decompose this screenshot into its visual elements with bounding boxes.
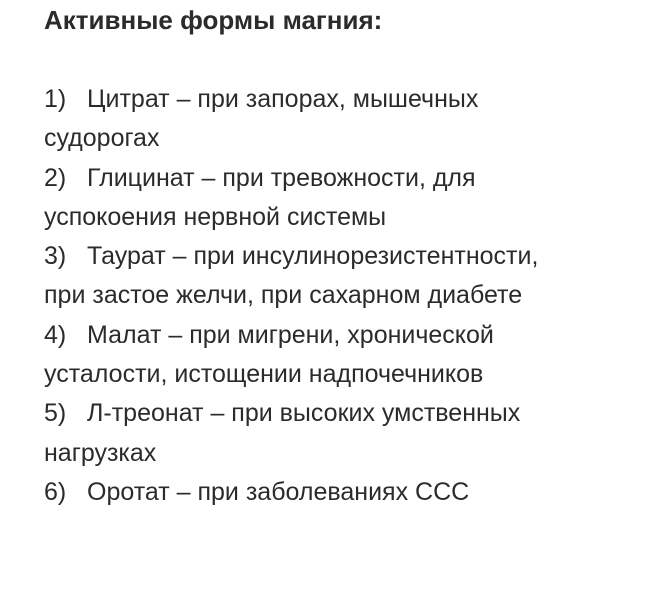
list-item-text: Таурат – при инсулинорезистентности, — [87, 242, 539, 271]
list-item-line: судорогах — [44, 124, 160, 153]
list-item-line — [44, 80, 644, 119]
list-item-line: успокоения нервной системы — [44, 202, 387, 231]
list-item-text: Глицинат – при тревожности, для — [87, 163, 476, 192]
list-item-number: 5) — [44, 399, 67, 428]
list-item-text: Оротат – при заболеваниях ССС — [87, 477, 470, 506]
list-item-line — [44, 237, 644, 276]
list-item-line — [44, 316, 644, 355]
list-item — [44, 316, 644, 395]
list-item-text: Цитрат – при запорах, мышечных — [87, 85, 479, 113]
list-item — [44, 80, 644, 159]
list-item-number: 1) — [44, 85, 67, 113]
list-item-line — [44, 159, 644, 198]
list-item-line: усталости, истощении надпочечников — [44, 360, 484, 389]
list-item-number: 6) — [44, 477, 67, 506]
list-item-number: 2) — [44, 163, 67, 192]
list-item-line — [44, 473, 644, 512]
list-item-line: нагрузках — [44, 438, 157, 467]
list-item — [44, 237, 644, 316]
list-item — [44, 473, 644, 512]
list-item — [44, 394, 644, 473]
list-item-text: Л-треонат – при высоких умственных — [87, 399, 521, 428]
list-item-line — [44, 394, 644, 433]
list-item-line: при застое желчи, при сахарном диабете — [44, 281, 523, 310]
document-title: Активные формы магния: — [44, 5, 383, 35]
list-item-number: 3) — [44, 242, 67, 271]
list-item — [44, 159, 644, 238]
list-item-text: Малат – при мигрени, хронической — [87, 320, 494, 349]
magnesium-forms-list — [44, 80, 644, 512]
list-item-number: 4) — [44, 320, 67, 349]
